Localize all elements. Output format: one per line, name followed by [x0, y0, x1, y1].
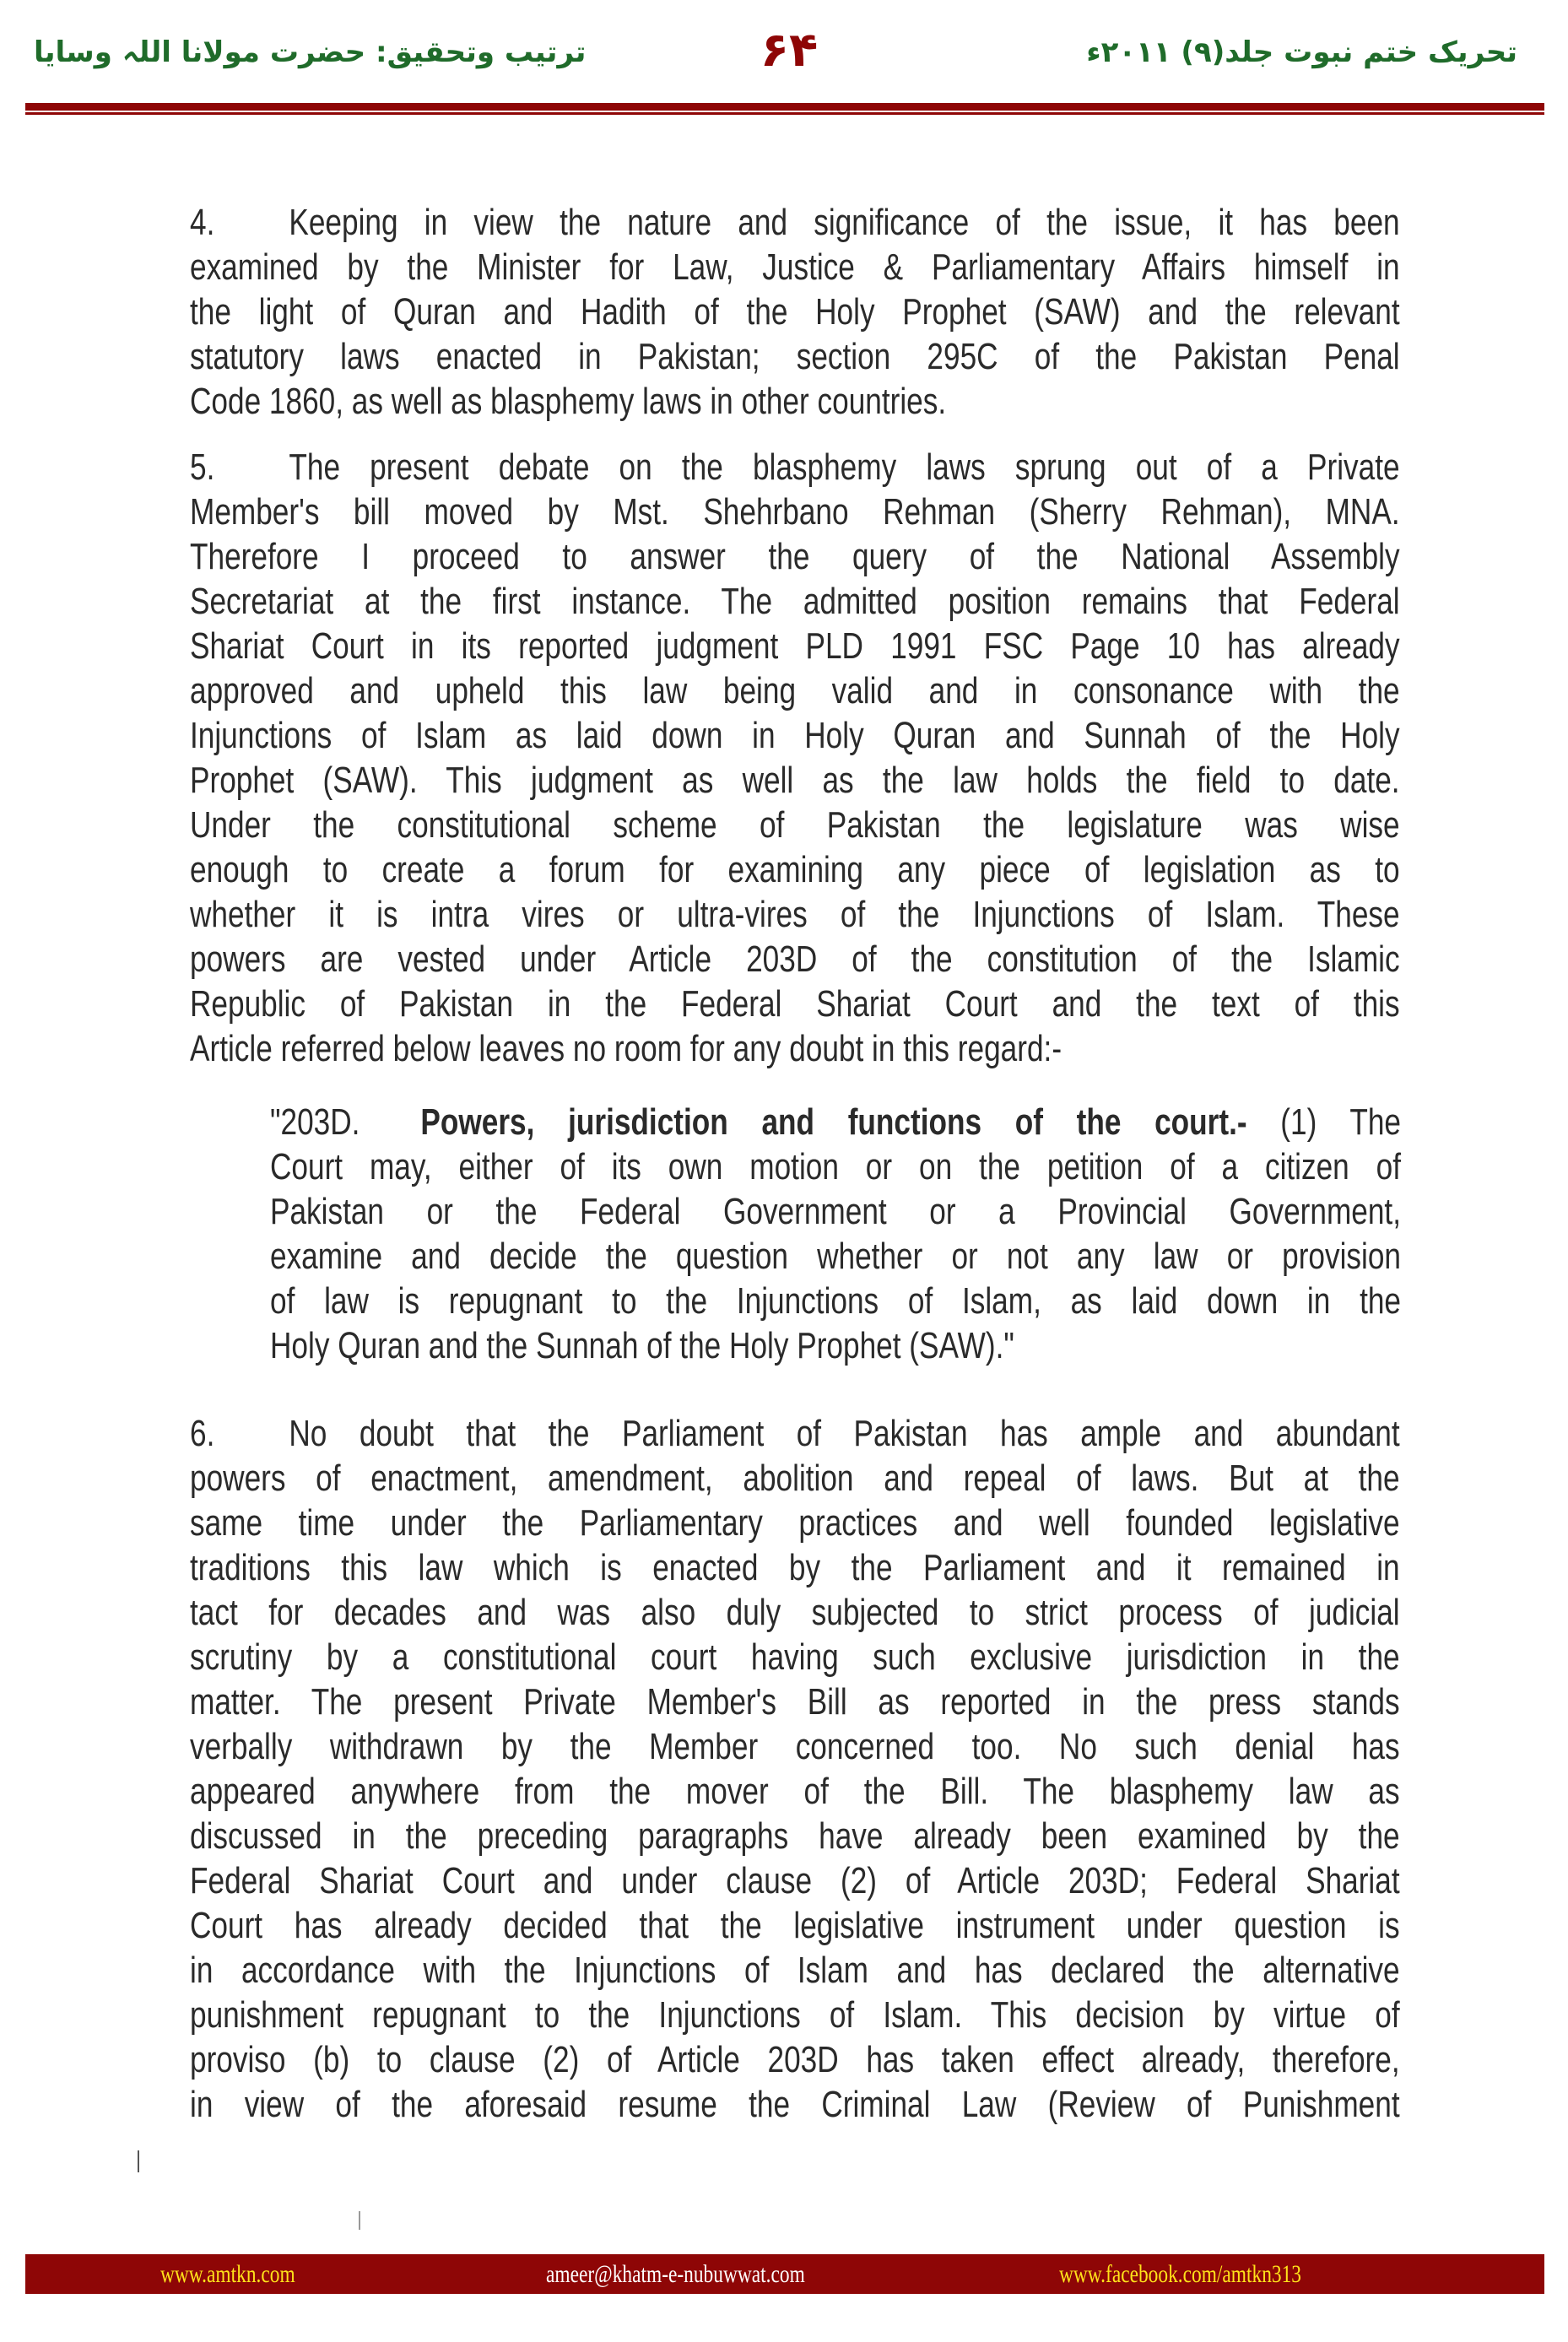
quote-line: "203D. Powers, jurisdiction and functions of the court.- (1) The	[270, 1101, 1401, 1143]
article-203d-quote	[270, 1100, 1401, 1368]
paragraph-line: scrutiny by a constitutional court having such exclusive jurisdiction in the	[190, 1636, 1400, 1678]
paragraph-line: Member's bill moved by Mst. Shehrbano Rehman (Sherry Rehman), MNA.	[190, 491, 1400, 533]
facebook-link[interactable]: www.facebook.com/amtkn313	[1059, 2260, 1302, 2288]
quote-line: Court may, either of its own motion or on the petition of a citizen of	[270, 1146, 1401, 1187]
paragraph-number: 6.	[190, 1413, 215, 1454]
paragraph-line: enough to create a forum for examining any piece of legislation as to	[190, 849, 1400, 890]
paragraph-line: Therefore I proceed to answer the query of the National Assembly	[190, 536, 1400, 577]
paragraph-line: matter. The present Private Member's Bill as reported in the press stands	[190, 1681, 1400, 1723]
paragraph-line: Injunctions of Islam as laid down in Holy Quran and Sunnah of the Holy	[190, 715, 1400, 756]
book-compiler-credit: ترتیب وتحقیق: حضرت مولانا اللہ وسایا	[34, 35, 587, 69]
paragraph-line: Article referred below leaves no room for any doubt in this regard:-	[190, 1028, 1062, 1069]
paragraph-line: Republic of Pakistan in the Federal Shariat Court and the text of this	[190, 983, 1400, 1025]
quote-line: Holy Quran and the Sunnah of the Holy Prophet (SAW)."	[270, 1325, 1014, 1366]
paragraph-line: Code 1860, as well as blasphemy laws in other countries.	[190, 381, 947, 422]
paragraph-line: 4. Keeping in view the nature and significance of the issue, it has been	[190, 202, 1400, 243]
email-link[interactable]: ameer@khatm-e-nubuwwat.com	[546, 2260, 805, 2288]
paragraph-line: powers of enactment, amendment, abolition and repeal of laws. But at the	[190, 1458, 1400, 1499]
paragraph-line: whether it is intra vires or ultra-vires of the Injunctions of Islam. These	[190, 894, 1400, 935]
paragraph-line: Secretariat at the first instance. The admitted position remains that Federal	[190, 581, 1400, 622]
paragraph-line: verbally withdrawn by the Member concerned too. No such denial has	[190, 1726, 1400, 1767]
paragraph-line: punishment repugnant to the Injunctions of Islam. This decision by virtue of	[190, 1994, 1400, 2036]
page-number: ۶۴	[760, 23, 819, 78]
scan-artifact-mark	[138, 2150, 139, 2172]
paragraph-line: proviso (b) to clause (2) of Article 203D has taken effect already, therefore,	[190, 2039, 1400, 2080]
paragraph-line: appeared anywhere from the mover of the Bill. The blasphemy law as	[190, 1771, 1400, 1812]
paragraph-4	[190, 200, 1400, 424]
paragraph-line: Prophet (SAW). This judgment as well as the law holds the field to date.	[190, 760, 1400, 801]
paragraph-line: traditions this law which is enacted by the Parliament and it remained in	[190, 1547, 1400, 1588]
quote-line: of law is repugnant to the Injunctions of Islam, as laid down in the	[270, 1280, 1401, 1322]
header-rule-thick	[25, 103, 1544, 111]
paragraph-line: same time under the Parliamentary practices and well founded legislative	[190, 1502, 1400, 1544]
paragraph-line: powers are vested under Article 203D of the constitution of the Islamic	[190, 938, 1400, 980]
paragraph-line: in accordance with the Injunctions of Islam and has declared the alternative	[190, 1950, 1400, 1991]
paragraph-number: 4.	[190, 202, 215, 243]
quote-line: examine and decide the question whether or not any law or provision	[270, 1236, 1401, 1277]
website-link[interactable]: www.amtkn.com	[160, 2260, 295, 2288]
footer-bar	[25, 2254, 1544, 2294]
paragraph-line: discussed in the preceding paragraphs have already been examined by the	[190, 1815, 1400, 1857]
paragraph-line: tact for decades and was also duly subjected to strict process of judicial	[190, 1592, 1400, 1633]
paragraph-number: 5.	[190, 446, 215, 488]
article-heading: Powers, jurisdiction and functions of the court.-	[420, 1101, 1247, 1143]
paragraph-line: Under the constitutional scheme of Pakistan the legislature was wise	[190, 804, 1400, 846]
paragraph-6	[190, 1411, 1400, 2127]
paragraph-5	[190, 445, 1400, 1071]
paragraph-line: approved and upheld this law being valid and in consonance with the	[190, 670, 1400, 711]
paragraph-line: the light of Quran and Hadith of the Holy Prophet (SAW) and the relevant	[190, 291, 1400, 333]
header-rule-thin	[25, 112, 1544, 115]
paragraph-line: statutory laws enacted in Pakistan; section 295C of the Pakistan Penal	[190, 336, 1400, 377]
paragraph-line: Federal Shariat Court and under clause (2) of Article 203D; Federal Shariat	[190, 1860, 1400, 1901]
book-title: تحریک ختم نبوت جلد(۹) ۲۰۱۱ء	[1086, 35, 1517, 69]
paragraph-line: in view of the aforesaid resume the Criminal Law (Review of Punishment	[190, 2084, 1400, 2125]
paragraph-line: 5. The present debate on the blasphemy laws sprung out of a Private	[190, 446, 1400, 488]
paragraph-line: examined by the Minister for Law, Justice & Parliamentary Affairs himself in	[190, 246, 1400, 288]
scan-artifact-mark	[359, 2211, 360, 2230]
paragraph-line: 6. No doubt that the Parliament of Pakistan has ample and abundant	[190, 1413, 1400, 1454]
paragraph-line: Shariat Court in its reported judgment PLD 1991 FSC Page 10 has already	[190, 625, 1400, 667]
quote-line: Pakistan or the Federal Government or a Provincial Government,	[270, 1191, 1401, 1232]
article-number: "203D.	[270, 1101, 360, 1143]
paragraph-line: Court has already decided that the legislative instrument under question is	[190, 1905, 1400, 1946]
